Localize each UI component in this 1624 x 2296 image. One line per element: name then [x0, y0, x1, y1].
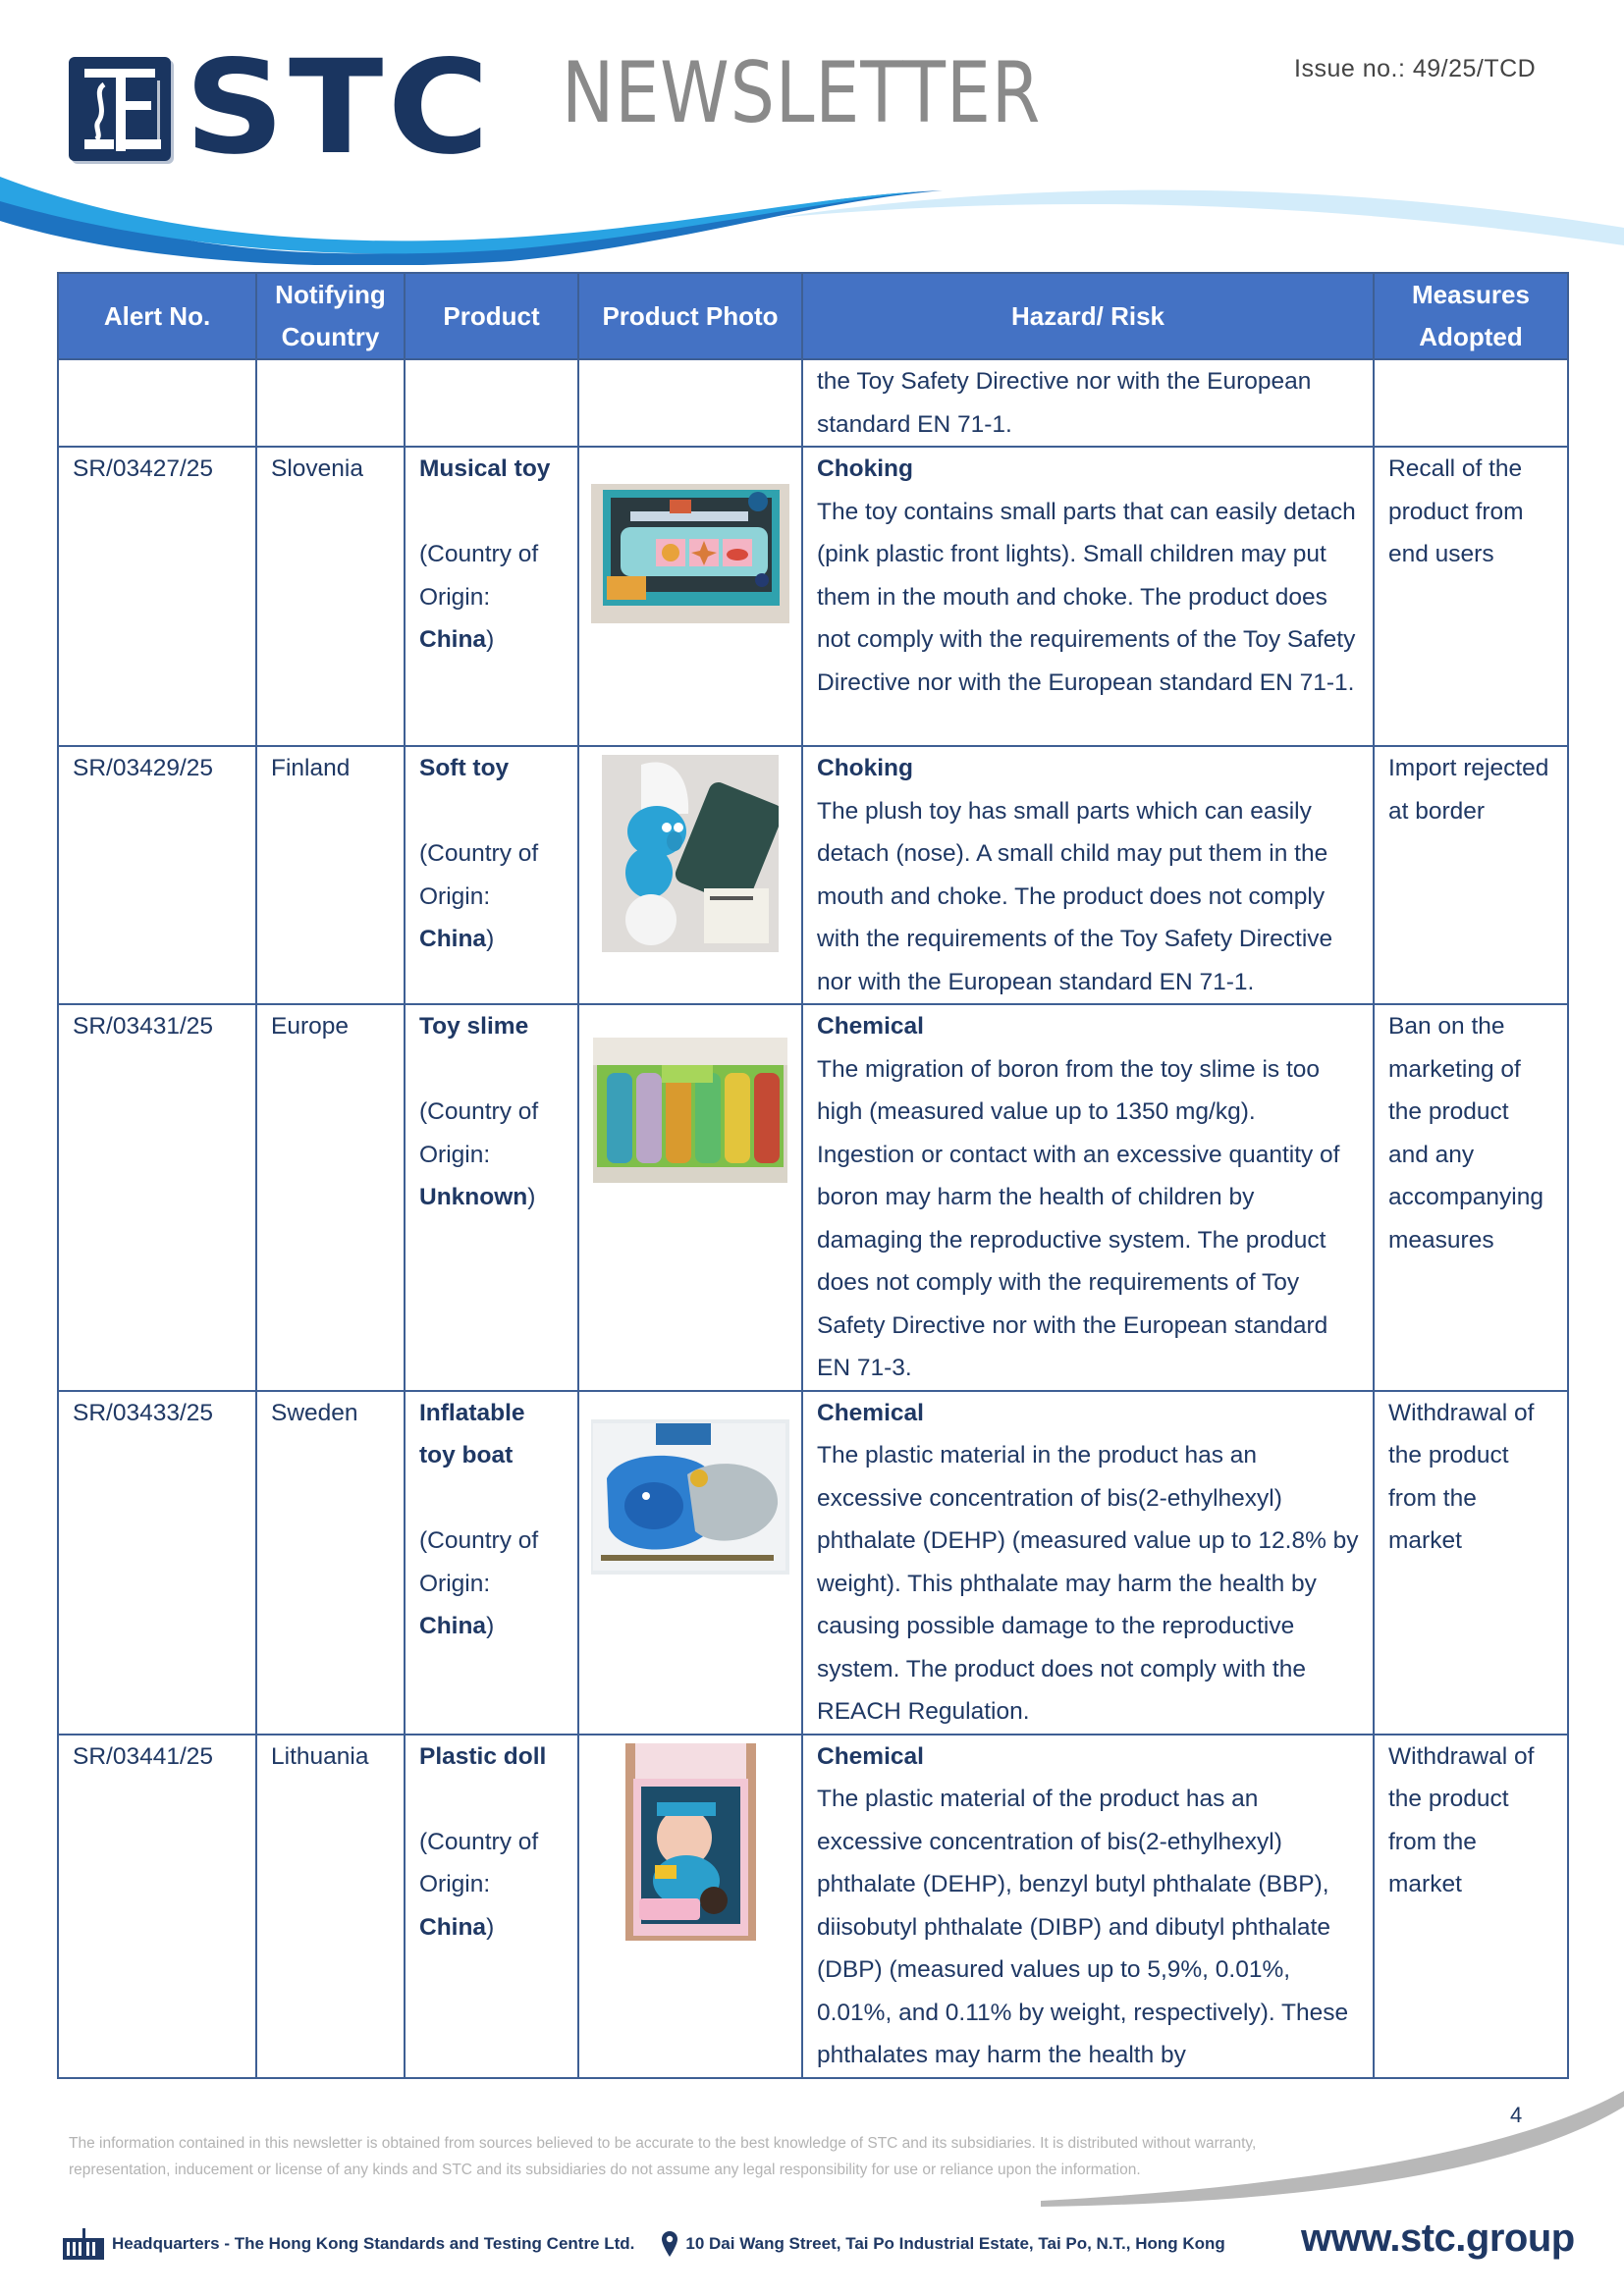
origin-prefix: (Country of — [419, 1098, 539, 1125]
product-cell — [405, 359, 578, 447]
hazard-type: Chemical — [817, 1742, 924, 1770]
website-link[interactable]: www.stc.group — [1301, 2216, 1575, 2260]
origin-country: Unknown — [419, 1184, 528, 1210]
product-name: Toy slime — [419, 1013, 529, 1040]
column-header-product-photo: Product Photo — [578, 273, 802, 359]
origin-country: China — [419, 926, 487, 952]
headquarters-text: Headquarters - The Hong Kong Standards and Testing Centre Ltd. — [112, 2234, 635, 2253]
column-header-alert-no: Alert No. — [58, 273, 256, 359]
table-row-continuation — [58, 359, 1568, 447]
notifying-country: Sweden — [256, 1391, 405, 1735]
building-icon — [63, 2228, 104, 2260]
newsletter-title: NEWSLETTER — [562, 44, 1042, 142]
hazard-cell: the Toy Safety Directive nor with the European standard EN 71-1. — [802, 359, 1374, 447]
product-cell: Inflatable toy boat (Country of Origin: China) — [405, 1391, 578, 1735]
origin-label: Origin: — [419, 1570, 491, 1597]
alert-no-cell — [58, 359, 256, 447]
hazard-cell — [802, 1004, 1374, 1391]
issue-number: Issue no.: 49/25/TCD — [1294, 55, 1537, 82]
ste-emblem-icon — [69, 57, 171, 161]
notifying-country: Lithuania — [256, 1735, 405, 2078]
notifying-country: Europe — [256, 1004, 405, 1391]
product-name: Musical toy — [419, 455, 551, 482]
address-text: 10 Dai Wang Street, Tai Po Industrial Estate, Tai Po, N.T., Hong Kong — [685, 2234, 1225, 2253]
measures-adopted: Withdrawal of the product from the market — [1374, 1391, 1568, 1735]
origin-prefix: (Country of — [419, 541, 539, 567]
alert-no: SR/03429/25 — [58, 746, 256, 1004]
column-header-hazard-risk: Hazard/ Risk — [802, 273, 1374, 359]
product-cell: Musical toy (Country of Origin: China) — [405, 447, 578, 746]
hazard-description: The migration of boron from the toy slime is too high (measured value up to 1350 mg/kg). Ingestion or contact with an excessive quantity of boron may harm the health of children by damaging the reproductive system. The product does not comply with the requirements of Toy Safety Directive nor with the European standard EN 71-3. — [817, 1055, 1340, 1381]
product-cell: Plastic doll (Country of Origin: China) — [405, 1735, 578, 2078]
product-photo-cell — [578, 1735, 802, 2078]
origin-prefix: (Country of — [419, 840, 539, 867]
hazard-description: The plush toy has small parts which can easily detach (nose). A small child may put them in the mouth and choke. The product does not comply with the requirements of the Toy Safety Directive nor with the European standard EN 71-1. — [817, 797, 1333, 995]
header-wave-decoration — [0, 177, 1624, 265]
stc-logo — [69, 32, 494, 184]
table-row — [58, 1391, 1568, 1735]
notifying-country: Slovenia — [256, 447, 405, 746]
alert-no: SR/03431/25 — [58, 1004, 256, 1391]
hazard-description: The plastic material of the product has an excessive concentration of bis(2-ethylhexyl) phthalate (DEHP), benzyl butyl phthalate (BBP), diisobutyl phthalate (DIBP) and dibutyl phthalate (DBP) (measured values up to 5,9%, 0.01%, 0.01%, and 0.11% by weight, respectively). These phthalates may harm the health by — [817, 1786, 1349, 2068]
hazard-cell — [802, 447, 1374, 746]
origin-label: Origin: — [419, 1141, 491, 1168]
hazard-type: Chemical — [817, 1399, 924, 1426]
plastic-baby-doll-photo — [625, 1743, 756, 1941]
origin-prefix: (Country of — [419, 1828, 539, 1855]
hazard-cell — [802, 746, 1374, 1004]
origin-prefix: (Country of — [419, 1527, 539, 1554]
product-cell: Toy slime (Country of Origin: Unknown) — [405, 1004, 578, 1391]
measures-adopted: Ban on the marketing of the product and any accompanying measures — [1374, 1004, 1568, 1391]
inflatable-boat-box-photo — [591, 1419, 789, 1575]
blue-plush-toy-photo — [602, 755, 779, 952]
hazard-cell — [802, 1391, 1374, 1735]
hazard-type: Chemical — [817, 1013, 924, 1040]
alert-no: SR/03427/25 — [58, 447, 256, 746]
origin-country: China — [419, 1913, 487, 1941]
origin-label: Origin: — [419, 583, 491, 611]
column-header-notifying-country: Notifying Country — [256, 273, 405, 359]
measures-adopted: Import rejected at border — [1374, 746, 1568, 1004]
product-name: Plastic doll — [419, 1742, 547, 1770]
headquarters-line — [63, 2224, 1225, 2264]
table-row — [58, 1004, 1568, 1391]
address — [662, 2231, 1224, 2257]
origin-country: China — [419, 1613, 487, 1639]
measures-adopted: Withdrawal of the product from the market — [1374, 1735, 1568, 2078]
musical-toy-bus-photo — [591, 484, 789, 623]
map-pin-icon — [662, 2231, 677, 2257]
product-photo-cell — [578, 1391, 802, 1735]
toy-slime-tubes-photo — [593, 1038, 787, 1183]
hazard-type: Choking — [817, 455, 913, 482]
notifying-country: Finland — [256, 746, 405, 1004]
logo-wordmark: STC — [185, 32, 494, 184]
hazard-cell — [802, 1735, 1374, 2078]
measures-cell — [1374, 359, 1568, 447]
origin-label: Origin: — [419, 1871, 491, 1897]
column-header-product: Product — [405, 273, 578, 359]
measures-adopted: Recall of the product from end users — [1374, 447, 1568, 746]
page-number: 4 — [1510, 2103, 1523, 2127]
product-photo-cell — [578, 1004, 802, 1391]
hazard-type: Choking — [817, 755, 913, 781]
origin-label: Origin: — [419, 882, 491, 910]
hazard-description: The plastic material in the product has an excessive concentration of bis(2-ethylhexyl) phthalate (DEHP) (measured value up to 12.8% by weight). This phthalate may harm the health by causing possible damage to the reproductive system. The product does not comply with the REACH Regulation. — [817, 1442, 1359, 1725]
photo-cell — [578, 359, 802, 447]
column-header-measures-adopted: Measures Adopted — [1374, 273, 1568, 359]
alerts-table — [57, 272, 1569, 2079]
product-photo-cell — [578, 447, 802, 746]
table-row — [58, 447, 1568, 746]
product-name: Soft toy — [419, 755, 510, 781]
country-cell — [256, 359, 405, 447]
table-row — [58, 1735, 1568, 2078]
product-name: Inflatable toy boat — [419, 1399, 525, 1468]
table-header-row — [58, 273, 1568, 359]
product-photo-cell — [578, 746, 802, 1004]
product-cell: Soft toy (Country of Origin: China) — [405, 746, 578, 1004]
hazard-description: The toy contains small parts that can easily detach (pink plastic front lights). Small children may put them in the mouth and choke. The product does not comply with the requirements of the Toy Safety Directive nor with the European standard EN 71-1. — [817, 498, 1356, 696]
alert-no: SR/03433/25 — [58, 1391, 256, 1735]
disclaimer-text: The information contained in this newsletter is obtained from sources believed to be accurate to the best knowledge of STC and its subsidiaries. It is distributed without warranty, representation, inducement or license of any kinds and STC and its subsidiaries do not assume any legal responsibility for use or reliance upon the information. — [69, 2135, 1257, 2178]
alert-no: SR/03441/25 — [58, 1735, 256, 2078]
table-row — [58, 746, 1568, 1004]
origin-country: China — [419, 626, 487, 653]
